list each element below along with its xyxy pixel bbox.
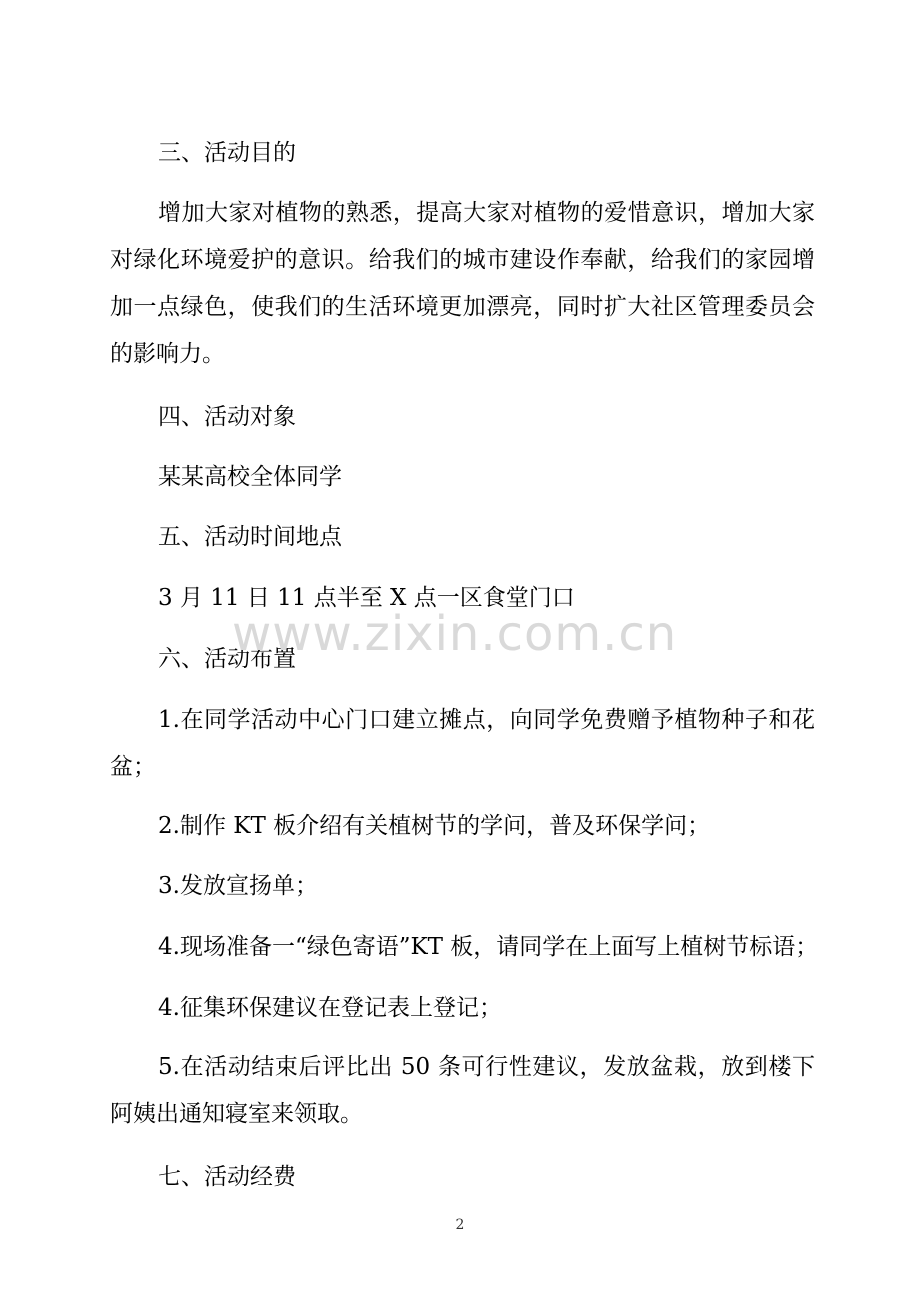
arrangement-item-4a: 4.现场准备一“绿色寄语”KT 板，请同学在上面写上植树节标语； <box>158 934 819 960</box>
purpose-paragraph: 增加大家对植物的熟悉，提高大家对植物的爱惜意识，增加大家对绿化环境爱护的意识。给我们的城市建设作奉献，给我们的家园增加一点绿色，使我们的生活环境更加漂亮，同时扩大社区管理委员会的影响力。 <box>110 200 815 367</box>
section-heading-budget: 七、活动经费 <box>158 1164 296 1190</box>
section-heading-purpose: 三、活动目的 <box>158 140 296 166</box>
arrangement-item-1: 1.在同学活动中心门口建立摊点，向同学免费赠予植物种子和花盆； <box>110 707 815 780</box>
page-number: 2 <box>455 1217 465 1233</box>
arrangement-item-5: 5.在活动结束后评比出 50 条可行性建议，发放盆栽，放到楼下阿姨出通知寝室来领取。 <box>110 1054 815 1127</box>
arrangement-item-2: 2.制作 KT 板介绍有关植树节的学问，普及环保学问； <box>158 813 711 839</box>
watermark-text: www.zixin.com.cn <box>232 606 678 662</box>
section-heading-arrangement: 六、活动布置 <box>158 646 296 672</box>
arrangement-item-3: 3.发放宣扬单； <box>158 873 318 899</box>
section-heading-target: 四、活动对象 <box>158 404 296 430</box>
arrangement-item-4b: 4.征集环保建议在登记表上登记； <box>158 995 502 1021</box>
target-text: 某某高校全体同学 <box>158 464 342 490</box>
time-place-text: 3 月 11 日 11 点半至 X 点一区食堂门口 <box>158 585 575 611</box>
section-heading-time-place: 五、活动时间地点 <box>158 524 342 550</box>
